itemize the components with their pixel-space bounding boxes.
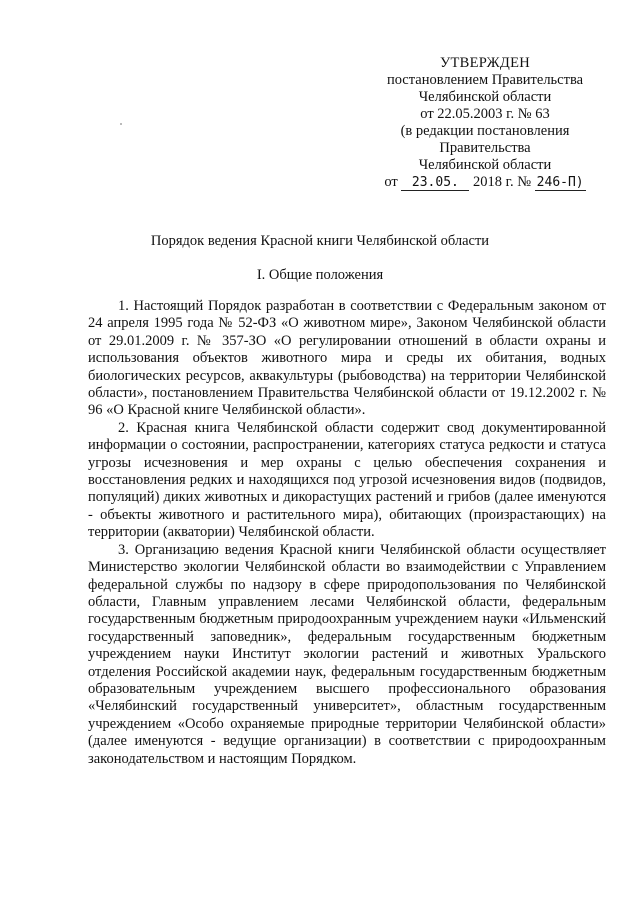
handwritten-number: 246-П): [536, 175, 584, 190]
approval-line-2: Челябинской области: [418, 89, 552, 105]
approval-line-3: от 22.05.2003 г. № 63: [420, 106, 550, 122]
approval-line-4: (в редакции постановления: [400, 123, 570, 139]
approval-line-1: постановлением Правительства: [386, 72, 584, 88]
section-title: I. Общие положения: [256, 267, 384, 283]
scan-speck: [120, 123, 122, 125]
approval-stamp-block: [360, 55, 610, 191]
document-title: Порядок ведения Красной книги Челябинской области: [150, 233, 490, 249]
date-prefix: от: [384, 174, 398, 190]
amendment-date-line: [360, 174, 610, 191]
approval-heading: УТВЕРЖДЕН: [439, 55, 531, 71]
year-and-number-label: 2018 г. №: [473, 174, 532, 190]
paragraph-3: 3. Организацию ведения Красной книги Челябинской области осуществляет Министерство экологии Челябинской области во взаимодействии с Управлением федеральной службы по надзору в сфере природопользования по Челябинской области, Главным управлением лесами Челябинской области, федеральным государственным бюджетным природоохранным учреждением науки «Ильменский государственный заповедник», федеральным государственным бюджетным учреждением науки Институт экологии растений и животных Уральского отделения Российской академии наук, федеральным государственным бюджетным образовательным учреждением высшего профессионального образования «Челябинский государственный университет», областным государственным учреждением «Особо охраняемые природные территории Челябинской области» (далее именуются - ведущие организации) в соответствии с природоохранным законодательством и настоящим Порядком.: [88, 541, 606, 767]
approval-line-6: Челябинской области: [418, 157, 552, 173]
paragraph-2: 2. Красная книга Челябинской области содержит свод документированной информации о состоянии, распространении, категориях статуса редкости и статуса угрозы исчезновения и мер охраны с целью обеспечения сохранения и восстановления редких и находящихся под угрозой исчезновения видов (подвидов, популяций) диких животных и дикорастущих растений и грибов (далее именуются - объекты животного и растительного мира), обитающих (произрастающих) на территории (акватории) Челябинской области.: [88, 419, 606, 541]
handwritten-date: 23.05.: [401, 176, 469, 191]
approval-line-5: Правительства: [439, 140, 531, 156]
document-body: [88, 298, 606, 768]
paragraph-1: 1. Настоящий Порядок разработан в соответствии с Федеральным законом от 24 апреля 1995 года № 52-ФЗ «О животном мире», Законом Челябинской области от 29.01.2009 г. № 357-ЗО «О регулировании отношений в области охраны и использования объектов животного мира и среды их обитания, водных биологических ресурсов, аквакультуры (рыбоводства) на территории Челябинской области», постановлением Правительства Челябинской области от 19.12.2002 г. № 96 «О Красной книге Челябинской области».: [88, 298, 606, 419]
